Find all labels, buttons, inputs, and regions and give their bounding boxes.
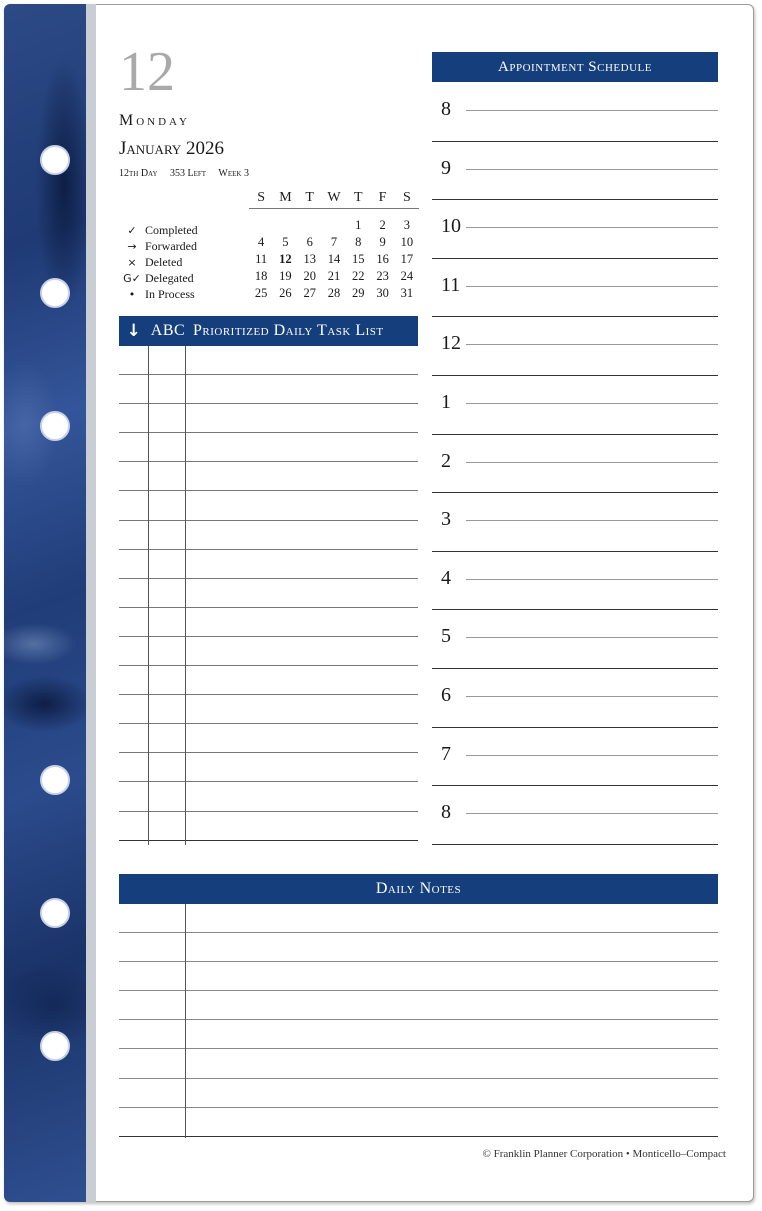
calendar-day: 3 (403, 218, 410, 232)
calendar-day: 9 (379, 235, 386, 249)
calendar-day: 7 (330, 235, 338, 249)
task-row[interactable] (119, 404, 418, 433)
hour-label: 7 (441, 742, 451, 765)
appointment-slot[interactable] (432, 376, 718, 435)
punch-hole (40, 145, 70, 175)
calendar-day: 15 (352, 252, 365, 266)
day-of-year: 12th Day (119, 168, 158, 179)
half-hour-line (466, 696, 718, 697)
hour-label: 1 (441, 390, 451, 413)
appointment-schedule (432, 83, 718, 845)
punch-hole (40, 1031, 70, 1061)
appointment-slot[interactable] (432, 83, 718, 142)
half-hour-line (466, 637, 718, 638)
note-row[interactable] (119, 991, 718, 1020)
calendar-day (249, 217, 273, 234)
arrow-right-icon: → (127, 239, 137, 253)
calendar-weekday: M (279, 190, 292, 205)
calendar-weekday: W (327, 190, 341, 205)
check-icon: ✓ (127, 223, 137, 237)
calendar-day: 1 (355, 218, 362, 232)
punch-hole (40, 765, 70, 795)
hour-label: 8 (441, 98, 451, 120)
notes-divider (185, 904, 186, 1138)
half-hour-line (466, 579, 718, 580)
task-row[interactable] (119, 346, 418, 375)
note-row[interactable] (119, 1108, 718, 1137)
task-row[interactable] (119, 433, 418, 462)
calendar-day (273, 217, 297, 234)
month-year: January 2026 (119, 138, 225, 159)
week-number: Week 3 (218, 168, 249, 179)
days-left: 353 Left (170, 168, 207, 179)
appointment-slot[interactable] (432, 669, 718, 728)
mini-calendar-header (249, 190, 419, 209)
task-row[interactable] (119, 521, 418, 550)
appointment-slot[interactable] (432, 493, 718, 552)
half-hour-line (466, 755, 718, 756)
calendar-day: 23 (376, 269, 389, 283)
calendar-day (322, 217, 346, 234)
status-legend (119, 222, 198, 302)
calendar-day: 21 (327, 269, 341, 283)
calendar-day-today: 12 (279, 252, 292, 266)
appointment-slot[interactable] (432, 435, 718, 494)
calendar-day: 13 (303, 252, 316, 266)
abc-label: ABC (150, 322, 186, 339)
punch-hole (40, 898, 70, 928)
appointment-slot[interactable] (432, 317, 718, 376)
binder-edge (4, 4, 96, 1202)
calendar-day: 8 (355, 235, 362, 249)
appointment-slot[interactable] (432, 610, 718, 669)
task-row[interactable] (119, 812, 418, 841)
calendar-day: 6 (306, 235, 313, 249)
task-list-header (119, 316, 418, 346)
mini-calendar-grid (249, 217, 419, 302)
task-row[interactable] (119, 724, 418, 753)
calendar-day: 5 (282, 235, 289, 249)
half-hour-line (466, 403, 718, 404)
calendar-day: 24 (400, 269, 414, 283)
calendar-weekday: T (305, 190, 314, 205)
note-row[interactable] (119, 1079, 718, 1108)
hour-label: 6 (441, 683, 451, 706)
appointment-slot[interactable] (432, 552, 718, 611)
legend-item: • In Process (119, 286, 198, 302)
date-number: 12 (119, 41, 175, 103)
calendar-weekday: F (378, 190, 387, 205)
appointment-slot[interactable] (432, 259, 718, 318)
delegated-icon: G✓ (123, 271, 141, 285)
legend-item: → Forwarded (119, 238, 198, 254)
calendar-day: 2 (379, 218, 386, 232)
note-row[interactable] (119, 1049, 718, 1078)
calendar-day: 18 (254, 269, 268, 283)
hour-label: 8 (441, 801, 451, 824)
calendar-day: 25 (254, 286, 268, 300)
task-divider (185, 346, 186, 845)
appointment-slot[interactable] (432, 200, 718, 259)
task-row[interactable] (119, 666, 418, 695)
task-row[interactable] (119, 637, 418, 666)
calendar-day: 30 (376, 286, 389, 300)
daily-notes (119, 904, 718, 1137)
bullet-icon: • (128, 287, 136, 301)
mini-calendar (249, 190, 419, 302)
task-row[interactable] (119, 375, 418, 404)
legend-item: ✓ Completed (119, 222, 198, 238)
note-row[interactable] (119, 933, 718, 962)
x-icon: × (127, 255, 137, 269)
hour-label: 10 (441, 215, 461, 238)
punch-hole (40, 278, 70, 308)
weekday-label: Monday (119, 112, 190, 129)
task-row[interactable] (119, 608, 418, 637)
hour-label: 2 (441, 449, 451, 472)
appointment-slot[interactable] (432, 142, 718, 201)
note-row[interactable] (119, 962, 718, 991)
half-hour-line (466, 169, 718, 170)
task-row[interactable] (119, 695, 418, 724)
task-row[interactable] (119, 579, 418, 608)
half-hour-line (466, 520, 718, 521)
half-hour-line (466, 286, 718, 287)
calendar-day: 14 (327, 252, 341, 266)
half-hour-line (466, 227, 718, 228)
calendar-weekday: S (257, 190, 266, 205)
day-info (119, 168, 259, 179)
hour-label: 11 (441, 273, 461, 296)
marble-texture (4, 4, 86, 1202)
task-row[interactable] (119, 550, 418, 579)
calendar-weekday: T (354, 190, 363, 205)
arrow-down-icon: ↓ (126, 321, 142, 341)
calendar-day: 4 (258, 235, 265, 249)
calendar-day: 19 (279, 269, 292, 283)
task-row[interactable] (119, 462, 418, 491)
notes-header: Daily Notes (119, 874, 718, 904)
note-row[interactable] (119, 1020, 718, 1049)
legend-item: × Deleted (119, 254, 198, 270)
calendar-day: 22 (352, 269, 365, 283)
half-hour-line (466, 813, 718, 814)
calendar-day: 29 (352, 286, 365, 300)
appointment-header: Appointment Schedule (432, 52, 718, 82)
half-hour-line (466, 344, 718, 345)
calendar-day: 31 (400, 286, 414, 300)
calendar-day (298, 217, 322, 234)
note-row[interactable] (119, 904, 718, 933)
calendar-day: 17 (400, 252, 414, 266)
calendar-day: 26 (279, 286, 292, 300)
hour-label: 12 (441, 332, 461, 355)
calendar-day: 28 (327, 286, 341, 300)
task-list-title: Prioritized Daily Task List (193, 322, 384, 339)
footer-credit: © Franklin Planner Corporation • Monticello–Compact (482, 1148, 726, 1160)
calendar-day: 27 (303, 286, 316, 300)
calendar-day: 20 (303, 269, 316, 283)
half-hour-line (466, 110, 718, 111)
half-hour-line (466, 462, 718, 463)
task-row[interactable] (119, 491, 418, 520)
calendar-weekday: S (402, 190, 411, 205)
hour-label: 5 (441, 625, 451, 648)
calendar-day: 16 (376, 252, 389, 266)
hour-label: 4 (441, 566, 451, 589)
legend-item: G✓ Delegated (119, 270, 198, 286)
appointment-slot[interactable] (432, 786, 718, 845)
hour-label: 9 (441, 156, 451, 179)
calendar-day: 11 (255, 252, 268, 266)
task-divider (148, 346, 149, 845)
task-list (119, 346, 418, 841)
task-row[interactable] (119, 782, 418, 811)
task-row[interactable] (119, 753, 418, 782)
appointment-slot[interactable] (432, 728, 718, 787)
binding-strip (86, 4, 96, 1202)
hour-label: 3 (441, 508, 451, 531)
punch-hole (40, 411, 70, 441)
calendar-day: 10 (400, 235, 414, 249)
